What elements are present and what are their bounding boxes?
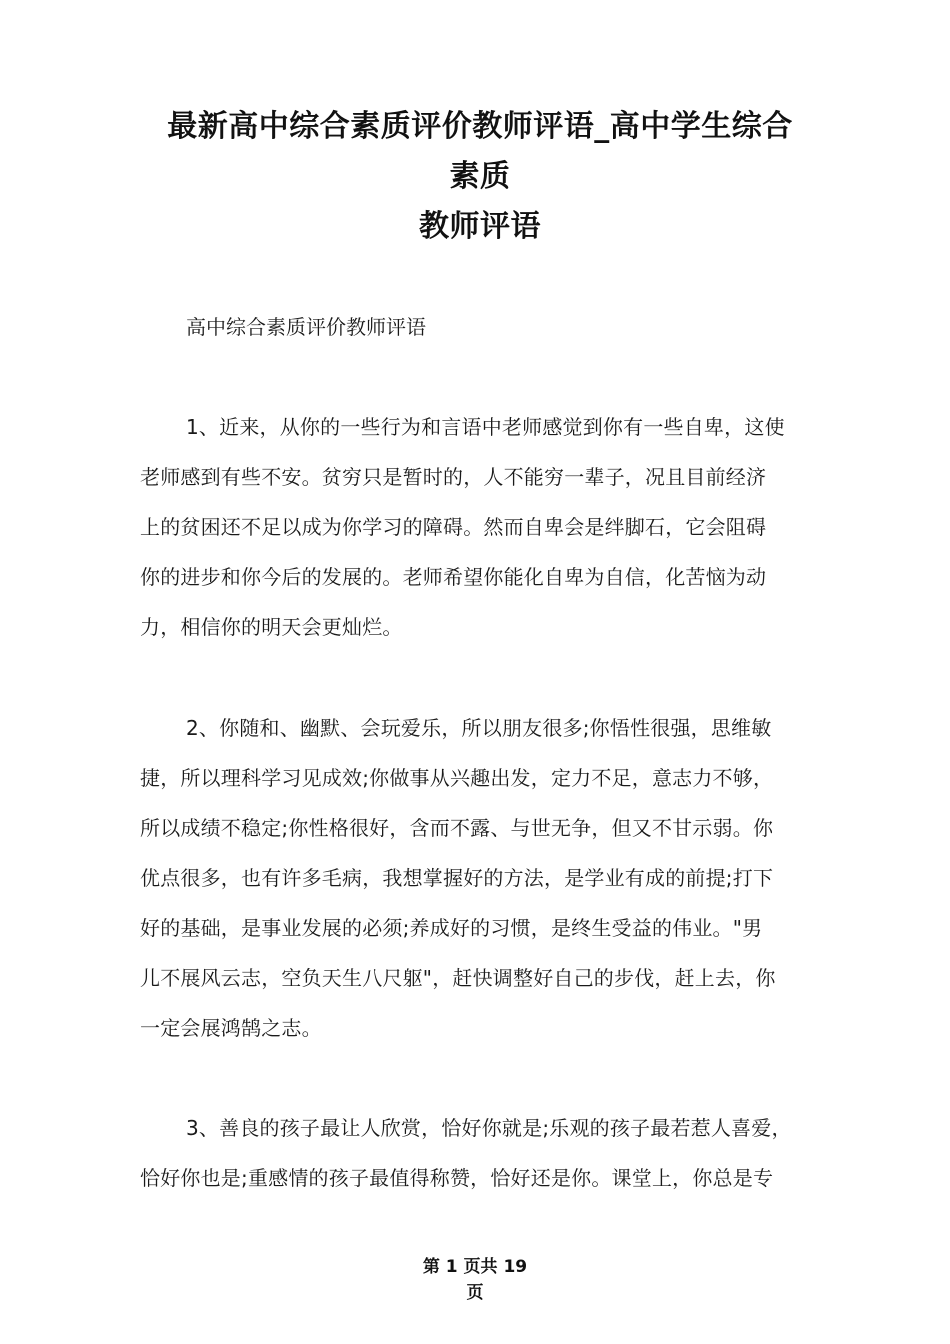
- page-number-line: 第 1 页共 19: [422, 1257, 528, 1277]
- paragraph-line: 优点很多，也有许多毛病，我想掌握好的方法，是学业有成的前提;打下: [140, 866, 774, 890]
- paragraph-1: [140, 402, 830, 652]
- paragraph-line: 好的基础，是事业发展的必须;养成好的习惯，是终生受益的伟业。"男: [140, 916, 763, 940]
- paragraph-2: [140, 703, 830, 1053]
- document-subtitle: 高中综合素质评价教师评语: [186, 315, 426, 339]
- paragraph-line: 所以成绩不稳定;你性格很好，含而不露、与世无争，但又不甘示弱。你: [140, 816, 774, 840]
- paragraph-line: 儿不展风云志，空负天生八尺躯"，赶快调整好自己的步伐，赶上去，你: [140, 966, 776, 990]
- paragraph-line: 一定会展鸿鹄之志。: [140, 1016, 322, 1040]
- page-number: [380, 1254, 570, 1306]
- page-number-line: 页: [466, 1283, 484, 1303]
- paragraph-3: [140, 1103, 830, 1203]
- document-title: [140, 102, 820, 252]
- paragraph-line: 捷，所以理科学习见成效;你做事从兴趣出发，定力不足，意志力不够，: [140, 766, 774, 790]
- paragraph-line: 3、善良的孩子最让人欣赏，恰好你就是;乐观的孩子最若惹人喜爱，: [186, 1116, 792, 1140]
- paragraph-line: 老师感到有些不安。贫穷只是暂时的，人不能穷一辈子，况且目前经济: [140, 465, 767, 489]
- paragraph-line: 上的贫困还不足以成为你学习的障碍。然而自卑会是绊脚石，它会阻碍: [140, 515, 767, 539]
- paragraph-line: 你的进步和你今后的发展的。老师希望你能化自卑为自信，化苦恼为动: [140, 565, 767, 589]
- title-line: 最新高中综合素质评价教师评语_高中学生综合: [167, 109, 793, 144]
- paragraph-line: 2、你随和、幽默、会玩爱乐，所以朋友很多;你悟性很强，思维敏: [186, 716, 772, 740]
- title-line: 教师评语: [419, 209, 541, 244]
- paragraph-line: 恰好你也是;重感情的孩子最值得称赞，恰好还是你。课堂上，你总是专: [140, 1166, 774, 1190]
- title-line: 素质: [449, 159, 511, 194]
- paragraph-line: 力，相信你的明天会更灿烂。: [140, 615, 403, 639]
- paragraph-line: 1、近来，从你的一些行为和言语中老师感觉到你有一些自卑，这使: [186, 415, 785, 439]
